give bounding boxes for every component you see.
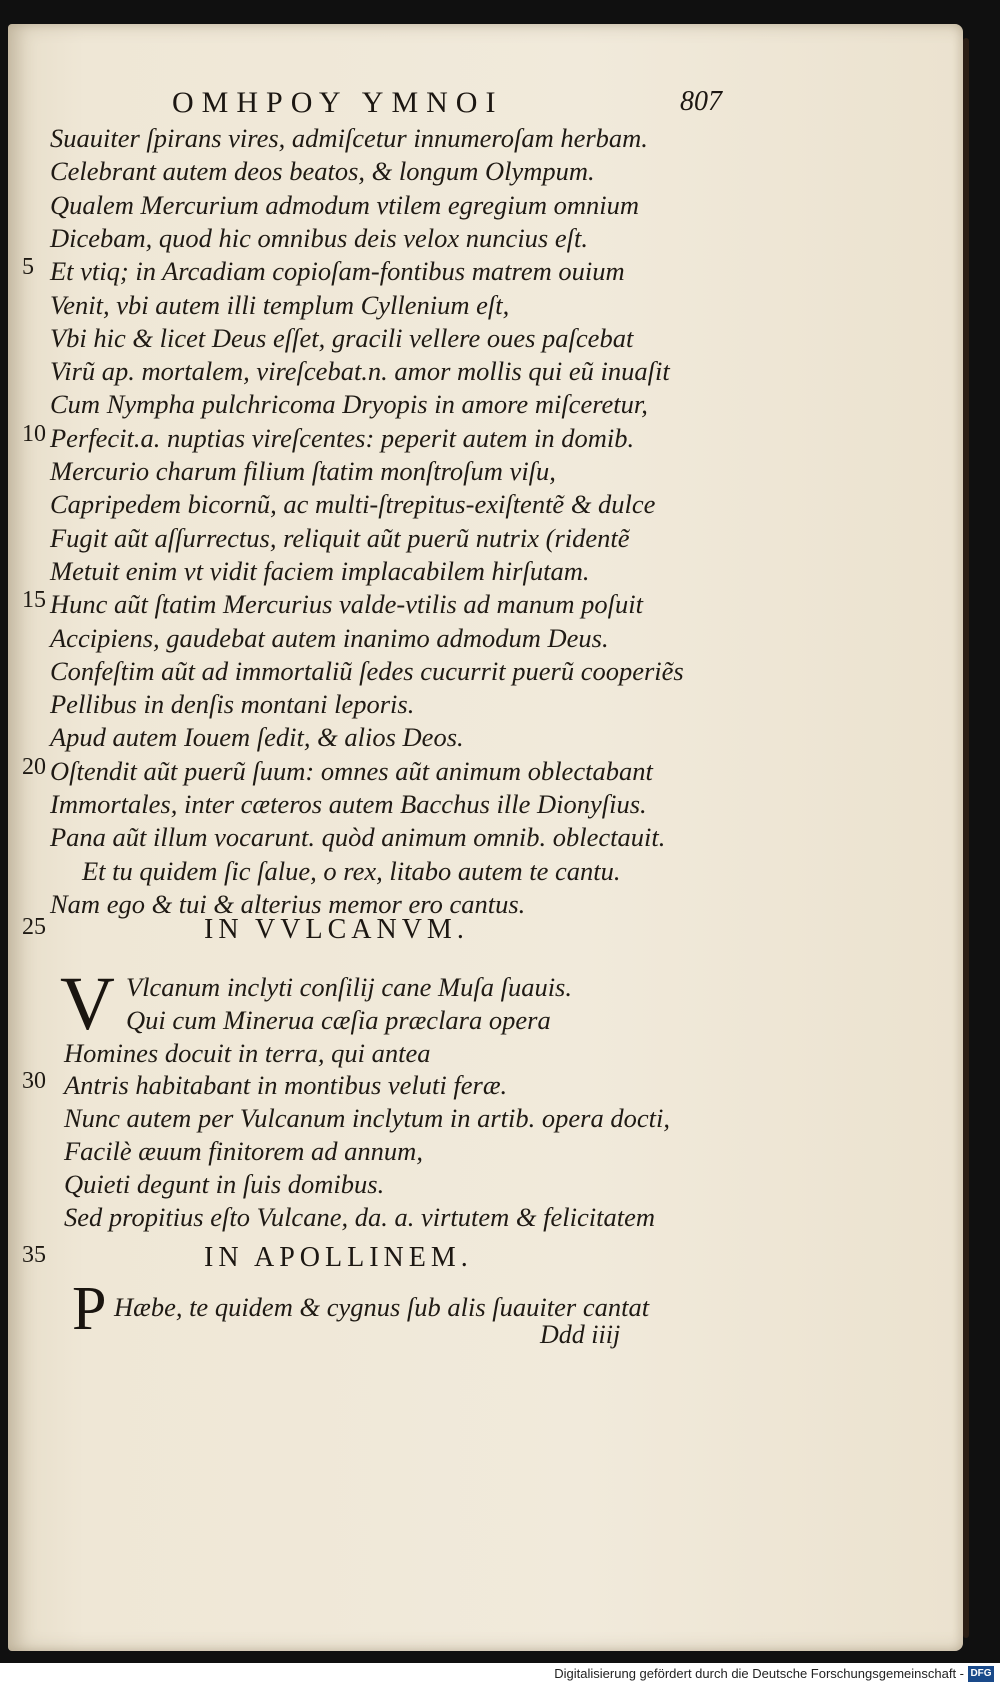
text-line: Cum Nympha pulchricoma Dryopis in amore miſceretur, <box>50 389 648 419</box>
text-line: Qui cum Minerua cæſia præclara opera <box>126 1005 551 1035</box>
text-line: Antris habitabant in montibus veluti feræ. <box>64 1070 508 1100</box>
page-number: 807 <box>680 86 722 117</box>
text-line: Fugit aũt aſſurrectus, reliquit aũt puerũ nutrix (ridentẽ <box>50 523 630 553</box>
section-heading-vulcan: IN VVLCANVM. <box>204 914 469 945</box>
text-line: Celebrant autem deos beatos, & longum Olympum. <box>50 156 595 186</box>
text-line: Pellibus in denſis montani leporis. <box>50 689 415 719</box>
text-line: Nunc autem per Vulcanum inclytum in artib. opera docti, <box>64 1103 670 1133</box>
dfg-logo: DFG <box>968 1666 994 1682</box>
text-line: Metuit enim vt vidit faciem implacabilem hirſutam. <box>50 556 590 586</box>
text-line: Venit, vbi autem illi templum Cyllenium eſt, <box>50 290 510 320</box>
line-number: 30 <box>22 1068 46 1094</box>
text-line: Quieti degunt in ſuis domibus. <box>64 1169 385 1199</box>
text-line: Homines docuit in terra, qui antea <box>64 1038 431 1068</box>
page-header <box>0 86 1000 126</box>
text-line: Capripedem bicornũ, ac multi-ſtrepitus-exiſtentẽ & dulce <box>50 489 656 519</box>
text-line: Hæbe, te quidem & cygnus ſub alis ſuauiter cantat <box>114 1292 650 1322</box>
line-number: 10 <box>22 421 46 447</box>
text-line: Dicebam, quod hic omnibus deis velox nuncius eſt. <box>50 223 588 253</box>
signature-mark: Ddd iiij <box>540 1320 621 1349</box>
text-line: Hunc aũt ſtatim Mercurius valde-vtilis ad manum poſuit <box>50 589 643 619</box>
text-line: Immortales, inter cæteros autem Bacchus ille Dionyſius. <box>50 789 647 819</box>
text-line: Confeſtim aũt ad immortaliũ ſedes cucurrit puerũ cooperiẽs <box>50 656 684 686</box>
text-line: Vbi hic & licet Deus eſſet, gracili vellere oues paſcebat <box>50 323 634 353</box>
line-number: 25 <box>22 914 46 940</box>
text-line: Vlcanum inclyti conſilij cane Muſa ſuauis. <box>126 972 572 1002</box>
text-line: Apud autem Iouem ſedit, & alios Deos. <box>50 722 464 752</box>
text-line: Perfecit.a. nuptias vireſcentes: peperit autem in domib. <box>50 423 635 453</box>
drop-cap-p: P <box>72 1275 107 1343</box>
text-line: Sed propitius eſto Vulcane, da. a. virtutem & felicitatem <box>64 1202 655 1232</box>
text-line: Mercurio charum filium ſtatim monſtroſum viſu, <box>50 456 556 486</box>
section-heading-apollo: IN APOLLINEM. <box>204 1242 473 1273</box>
text-line: Virũ ap. mortalem, vireſcebat.n. amor mollis qui eũ inuaſit <box>50 356 670 386</box>
line-number: 15 <box>22 587 46 613</box>
footer-credit: Digitalisierung gefördert durch die Deutsche Forschungsgemeinschaft - <box>554 1666 964 1681</box>
text-line: Et vtiq; in Arcadiam copioſam-fontibus matrem ouium <box>50 256 625 286</box>
text-line: Suauiter ſpirans vires, admiſcetur innumeroſam herbam. <box>50 123 648 153</box>
text-line: Pana aũt illum vocarunt. quòd animum omnib. oblectauit. <box>50 822 666 852</box>
text-line: Accipiens, gaudebat autem inanimo admodum Deus. <box>50 623 609 653</box>
page-edge <box>963 38 969 1638</box>
running-title: ΟΜΗΡΟΥ ΥΜΝΟΙ <box>172 86 504 119</box>
text-line: Facilè æuum finitorem ad annum, <box>64 1136 423 1166</box>
text-line: Oſtendit aũt puerũ ſuum: omnes aũt animum oblectabant <box>50 756 653 786</box>
text-line: Et tu quidem ſic ſalue, o rex, litabo autem te cantu. <box>82 856 621 886</box>
line-number: 20 <box>22 754 46 780</box>
footer-bar <box>0 1663 1000 1687</box>
text-line: Qualem Mercurium admodum vtilem egregium omnium <box>50 190 640 220</box>
drop-cap-v: V <box>60 962 115 1046</box>
line-number: 5 <box>22 254 34 280</box>
line-number: 35 <box>22 1242 46 1268</box>
text-line: Nam ego & tui & alterius memor ero cantus. <box>50 889 526 919</box>
